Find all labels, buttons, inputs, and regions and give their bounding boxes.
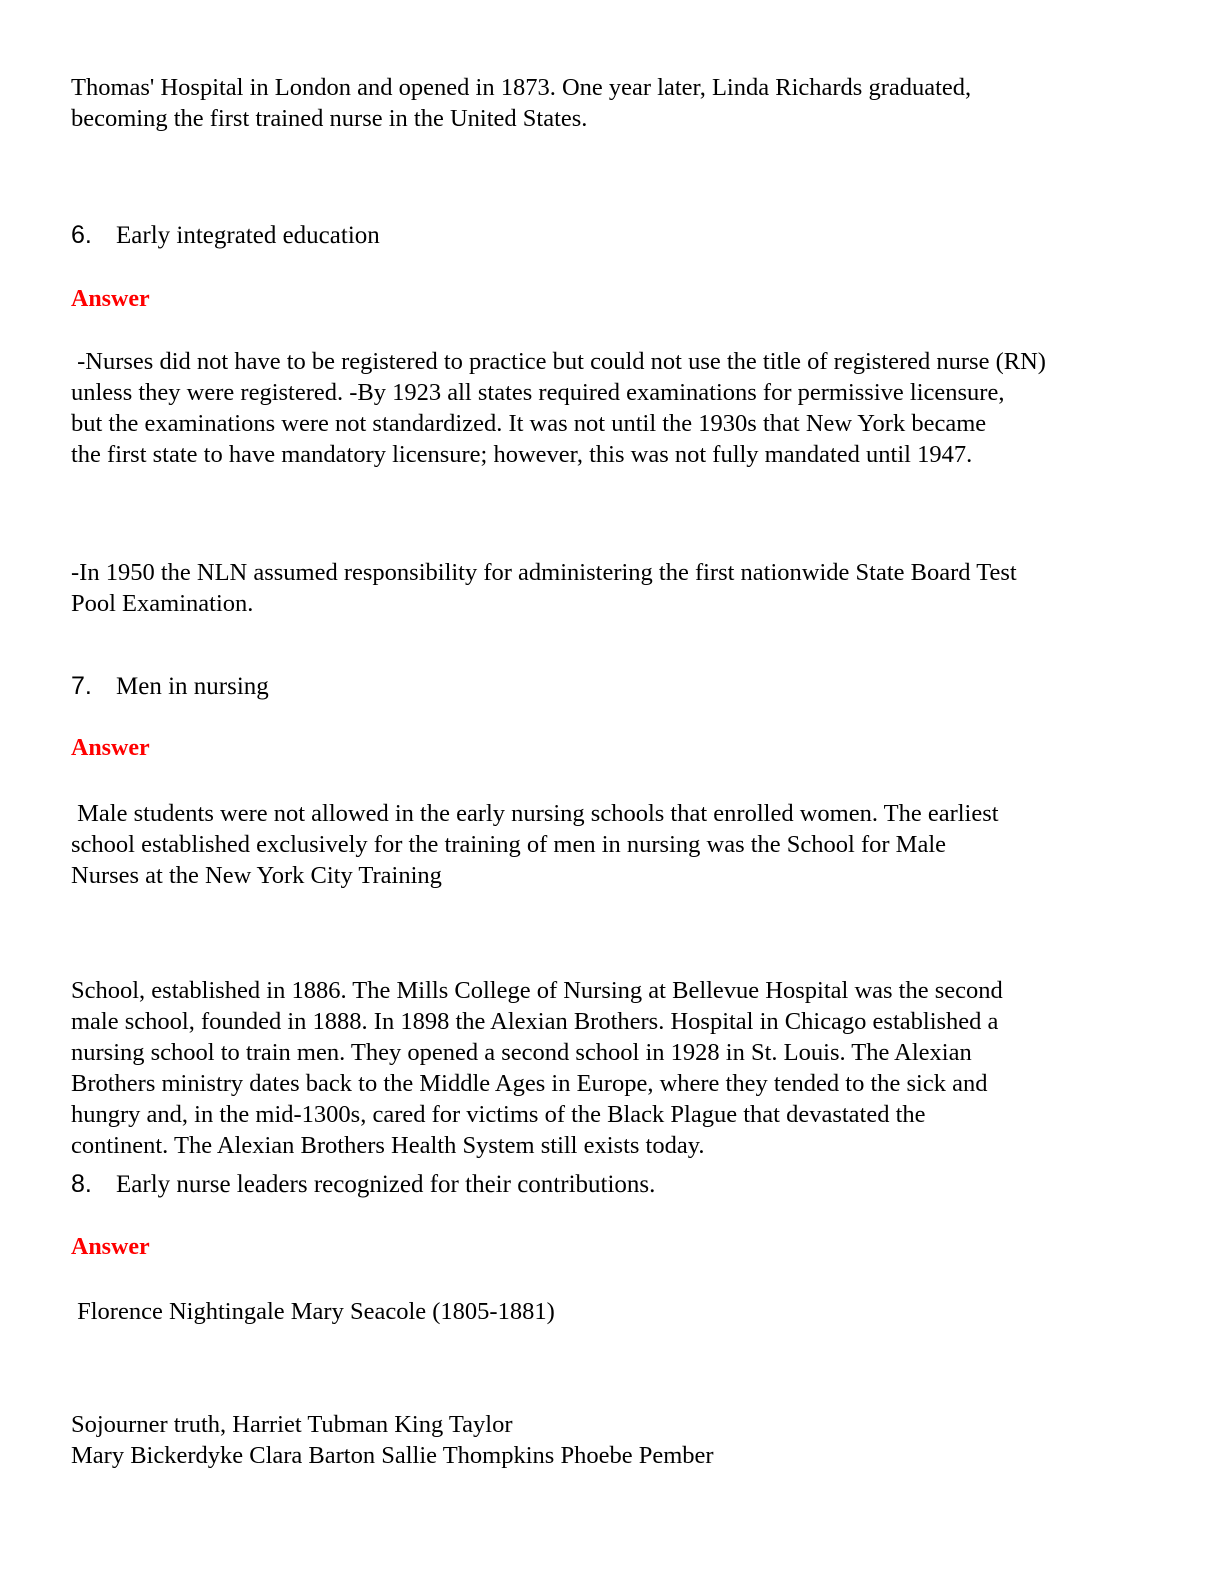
text-line: Thomas' Hospital in London and opened in 1873. One year later, Linda Richards graduated, xyxy=(71,74,972,101)
answer-7-paragraph-1 xyxy=(71,798,1161,891)
answer-label-6: Answer xyxy=(71,286,150,312)
answer-label-7: Answer xyxy=(71,735,150,761)
text-line: unless they were registered. -By 1923 all states required examinations for permissive licensure, xyxy=(71,379,1005,406)
text-line: school established exclusively for the training of men in nursing was the School for Male xyxy=(71,831,947,858)
intro-paragraph xyxy=(71,72,1161,134)
text-line: Mary Bickerdyke Clara Barton Sallie Thompkins Phoebe Pember xyxy=(71,1442,714,1469)
text-line: nursing school to train men. They opened a second school in 1928 in St. Louis. The Alexian xyxy=(71,1039,972,1066)
text-line: School, established in 1886. The Mills College of Nursing at Bellevue Hospital was the second xyxy=(71,977,1003,1004)
text-line: Brothers ministry dates back to the Middle Ages in Europe, where they tended to the sick and xyxy=(71,1070,988,1097)
question-6-heading xyxy=(71,220,1161,251)
text-line: -In 1950 the NLN assumed responsibility for administering the first nationwide State Board Test xyxy=(71,559,1017,586)
text-line: Pool Examination. xyxy=(71,590,254,617)
answer-7-paragraph-2 xyxy=(71,975,1161,1161)
text-line: becoming the first trained nurse in the United States. xyxy=(71,105,588,132)
answer-label-8: Answer xyxy=(71,1234,150,1260)
question-number: 7. xyxy=(71,672,92,700)
question-number: 8. xyxy=(71,1170,92,1198)
answer-8-paragraph-1 xyxy=(71,1296,1161,1327)
text-line: the first state to have mandatory licensure; however, this was not fully mandated until 1947. xyxy=(71,441,973,468)
question-number: 6. xyxy=(71,221,92,249)
question-title: Early integrated education xyxy=(116,222,380,249)
answer-6-paragraph-2 xyxy=(71,557,1161,619)
text-line: Male students were not allowed in the early nursing schools that enrolled women. The earliest xyxy=(71,800,999,827)
text-line: continent. The Alexian Brothers Health System still exists today. xyxy=(71,1132,705,1159)
text-line: Sojourner truth, Harriet Tubman King Taylor xyxy=(71,1411,513,1438)
text-line: Florence Nightingale Mary Seacole (1805-1881) xyxy=(71,1298,555,1325)
question-8-heading xyxy=(71,1169,1161,1200)
text-line: male school, founded in 1888. In 1898 the Alexian Brothers. Hospital in Chicago established a xyxy=(71,1008,999,1035)
question-title: Men in nursing xyxy=(116,673,269,700)
answer-6-paragraph-1 xyxy=(71,346,1161,470)
question-title: Early nurse leaders recognized for their contributions. xyxy=(116,1171,656,1198)
answer-8-paragraph-2 xyxy=(71,1409,1161,1471)
text-line: -Nurses did not have to be registered to practice but could not use the title of registered nurse (RN) xyxy=(71,348,1046,375)
question-7-heading xyxy=(71,671,1161,702)
text-line: Nurses at the New York City Training xyxy=(71,862,442,889)
text-line: hungry and, in the mid-1300s, cared for victims of the Black Plague that devastated the xyxy=(71,1101,926,1128)
text-line: but the examinations were not standardized. It was not until the 1930s that New York became xyxy=(71,410,987,437)
